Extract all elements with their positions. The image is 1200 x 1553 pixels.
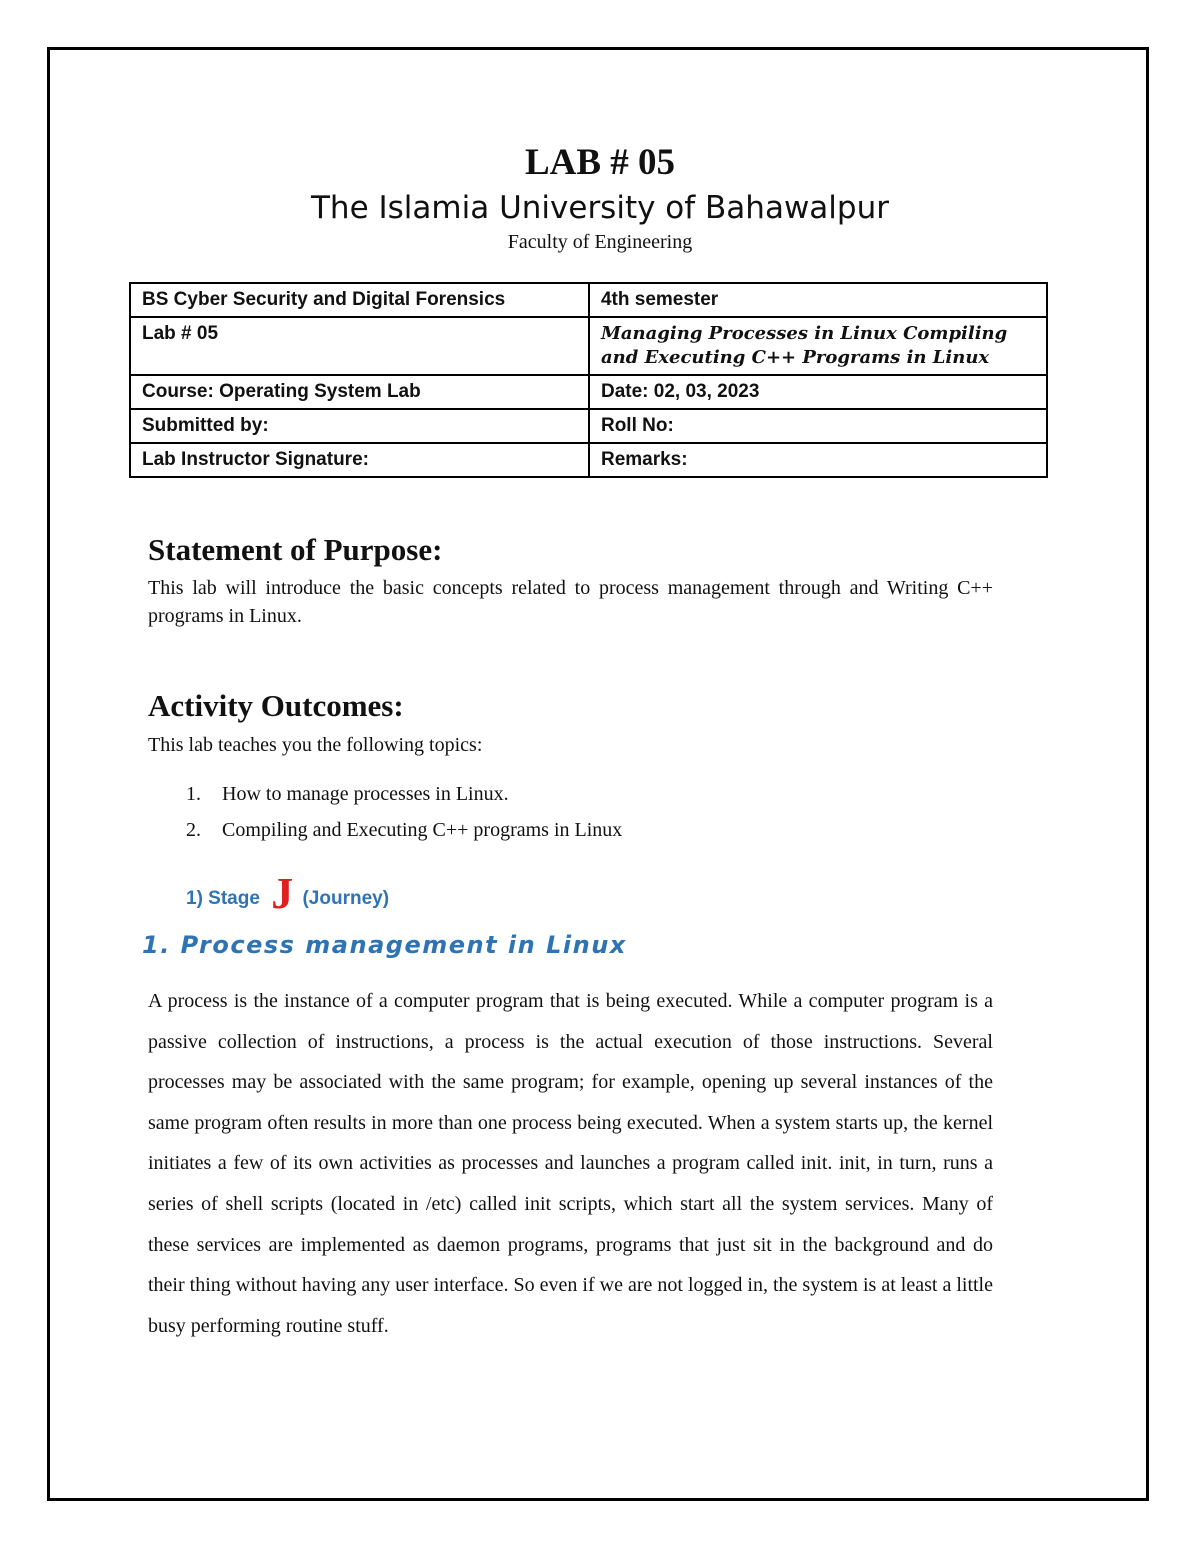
submitted-by-cell: Submitted by: xyxy=(130,409,589,443)
semester-cell: 4th semester xyxy=(589,283,1047,317)
stage-suffix: (Journey) xyxy=(302,888,390,909)
list-item-text: How to manage processes in Linux. xyxy=(222,783,509,805)
course-cell: Course: Operating System Lab xyxy=(130,375,589,409)
lab-number-cell: Lab # 05 xyxy=(130,317,589,375)
table-row xyxy=(130,409,1047,443)
date-cell: Date: 02, 03, 2023 xyxy=(589,375,1047,409)
program-cell: BS Cyber Security and Digital Forensics xyxy=(130,283,589,317)
stage-prefix: 1) Stage xyxy=(186,888,260,909)
roll-no-cell: Roll No: xyxy=(589,409,1047,443)
table-row xyxy=(130,283,1047,317)
remarks-cell: Remarks: xyxy=(589,443,1047,477)
table-row xyxy=(130,375,1047,409)
stage-letter: J xyxy=(271,869,294,918)
outcomes-heading: Activity Outcomes: xyxy=(148,688,404,723)
table-row xyxy=(130,317,1047,375)
lab-title: LAB # 05 xyxy=(524,142,676,183)
lab-info-table xyxy=(129,282,1048,478)
list-item-number: 1. xyxy=(186,783,201,805)
lab-topic-cell: Managing Processes in Linux Compiling and Executing C++ Programs in Linux xyxy=(589,317,1047,375)
section-body: A process is the instance of a computer program that is being executed. While a computer program is a passive collection of instructions, a process is the actual execution of those instructions. Several processes may be associated with the same program; for example, opening up several instances of the same program often results in more than one process being executed. When a system starts up, the kernel initiates a few of its own activities as processes and launches a program called init. init, in turn, runs a series of shell scripts (located in /etc) called init scripts, which start all the system services. Many of these services are implemented as daemon programs, programs that just sit in the background and do their thing without having any user interface. So even if we are not logged in, the system is at least a little busy performing routine stuff. xyxy=(148,990,993,1337)
section-heading: 1. Process management in Linux xyxy=(142,931,627,959)
list-item-number: 2. xyxy=(186,819,201,841)
purpose-text: This lab will introduce the basic concepts related to process management through and Writing C++ programs in Linux. xyxy=(148,577,993,627)
university-name: The Islamia University of Bahawalpur xyxy=(311,190,889,226)
table-row xyxy=(130,443,1047,477)
stage-label xyxy=(186,870,389,923)
outcomes-intro: This lab teaches you the following topics: xyxy=(148,734,483,756)
instructor-signature-cell: Lab Instructor Signature: xyxy=(130,443,589,477)
purpose-heading: Statement of Purpose: xyxy=(148,532,443,567)
list-item-text: Compiling and Executing C++ programs in Linux xyxy=(222,819,623,841)
faculty-name: Faculty of Engineering xyxy=(507,231,693,253)
